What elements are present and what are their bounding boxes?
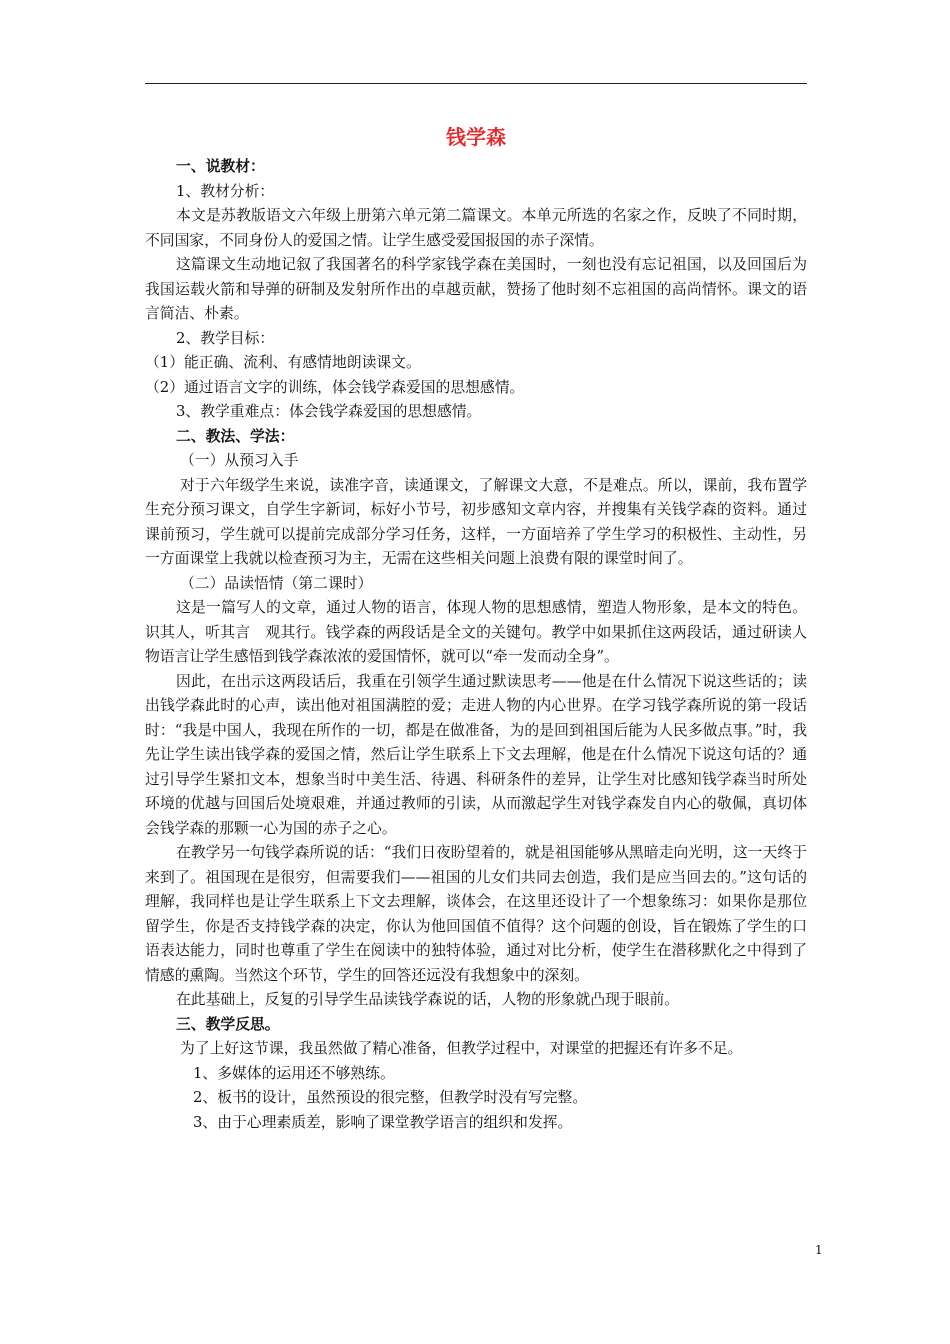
header-rule (145, 83, 807, 84)
subheading-textbook-analysis: 1、教材分析： (176, 182, 275, 200)
subheading-preview: （一）从预习入手 (180, 452, 299, 469)
paragraph: 在教学另一句钱学森所说的话：“我们日夜盼望着的，就是祖国能够从黑暗走向光明，这一天终于来到了。祖国现在是很穷，但需要我们——祖国的儿女们共同去创造，我们是应当回去的。”这句话的理解，我同样也是让学生联系上下文去理解，谈体会，在这里还设计了一个想象练习：如果你是那位留学生，你是否支持钱学森的决定，你认为他回国值不值得？这个问题的创设，旨在锻炼了学生的口语表达能力，同时也尊重了学生在阅读中的独特体验，通过对比分析，使学生在潜移默化之中得到了情感的熏陶。当然这个环节，学生的回答还远没有我想象中的深刻。 (145, 844, 807, 984)
paragraph: 因此，在出示这两段话后，我重在引领学生通过默读思考——他是在什么情况下说这些话的；读出钱学森此时的心声，读出他对祖国满腔的爱；走进人物的内心世界。在学习钱学森所说的第一段话时：“我是中国人，我现在所作的一切，都是在做准备，为的是回到祖国后能为人民多做点事。”时，我先让学生读出钱学森的爱国之情，然后让学生联系上下文去理解，他是在什么情况下说这句话的？通过引导学生紧扣文本，想象当时中美生活、待遇、科研条件的差异，让学生对比感知钱学森当时所处环境的优越与回国后处境艰难，并通过教师的引读，从而激起学生对钱学森发自内心的敬佩，真切体会钱学森的那颗一心为国的赤子之心。 (145, 672, 807, 837)
subheading-reading: （二）品读悟情（第二课时） (180, 574, 373, 592)
paragraph: 在此基础上，反复的引导学生品读钱学森说的话，人物的形象就凸现于眼前。 (176, 991, 680, 1008)
subheading-teaching-goals: 2、教学目标： (176, 329, 275, 347)
list-item: 3、由于心理素质差，影响了课堂教学语言的组织和发挥。 (193, 1113, 573, 1131)
paragraph: 为了上好这节课，我虽然做了精心准备，但教学过程中，对课堂的把握还有许多不足。 (180, 1040, 743, 1057)
paragraph: 对于六年级学生来说，读准字音，读通课文，了解课文大意，不是难点。所以，课前，我布置学生充分预习课文，自学生字新词，标好小节号，初步感知文章内容，并搜集有关钱学森的资料。通过课前预习，学生就可以提前完成部分学习任务，这样，一方面培养了学生学习的积极性、主动性，另一方面课堂上我就以检查预习为主，无需在这些相关问题上浪费有限的课堂时间了。 (145, 476, 807, 567)
document-title: 钱学森 (446, 125, 506, 149)
section-heading-3: 三、教学反思。 (176, 1015, 280, 1033)
list-item: 2、板书的设计，虽然预设的很完整，但教学时没有写完整。 (193, 1089, 588, 1106)
paragraph: 这篇课文生动地记叙了我国著名的科学家钱学森在美国时，一刻也没有忘记祖国，以及回国后为我国运载火箭和导弹的研制及发射所作出的卓越贡献，赞扬了他时刻不忘祖国的高尚情怀。课文的语言简洁、朴素。 (145, 256, 807, 322)
page-number: 1 (815, 1243, 823, 1257)
section-heading-2: 二、教法、学法： (176, 427, 295, 445)
section-heading-1: 一、说教材： (176, 158, 265, 175)
subheading-key-points: 3、教学重难点：体会钱学森爱国的思想感情。 (176, 403, 482, 420)
list-item: （2）通过语言文字的训练，体会钱学森爱国的思想感情。 (145, 378, 525, 396)
list-item: 1、多媒体的运用还不够熟练。 (193, 1064, 395, 1082)
paragraph: 这是一篇写人的文章，通过人物的语言，体现人物的思想感情，塑造人物形象，是本文的特色。识其人，听其言 观其行。钱学森的两段话是全文的关键句。教学中如果抓住这两段话，通过研读人物语言让学生感悟到钱学森浓浓的爱国情怀，就可以“牵一发而动全身”。 (145, 599, 807, 665)
document-body (145, 122, 807, 1135)
list-item: （1）能正确、流利、有感情地朗读课文。 (145, 354, 421, 371)
paragraph: 本文是苏教版语文六年级上册第六单元第二篇课文。本单元所选的名家之作，反映了不同时期，不同国家，不同身份人的爱国之情。让学生感受爱国报国的赤子深情。 (145, 207, 807, 249)
